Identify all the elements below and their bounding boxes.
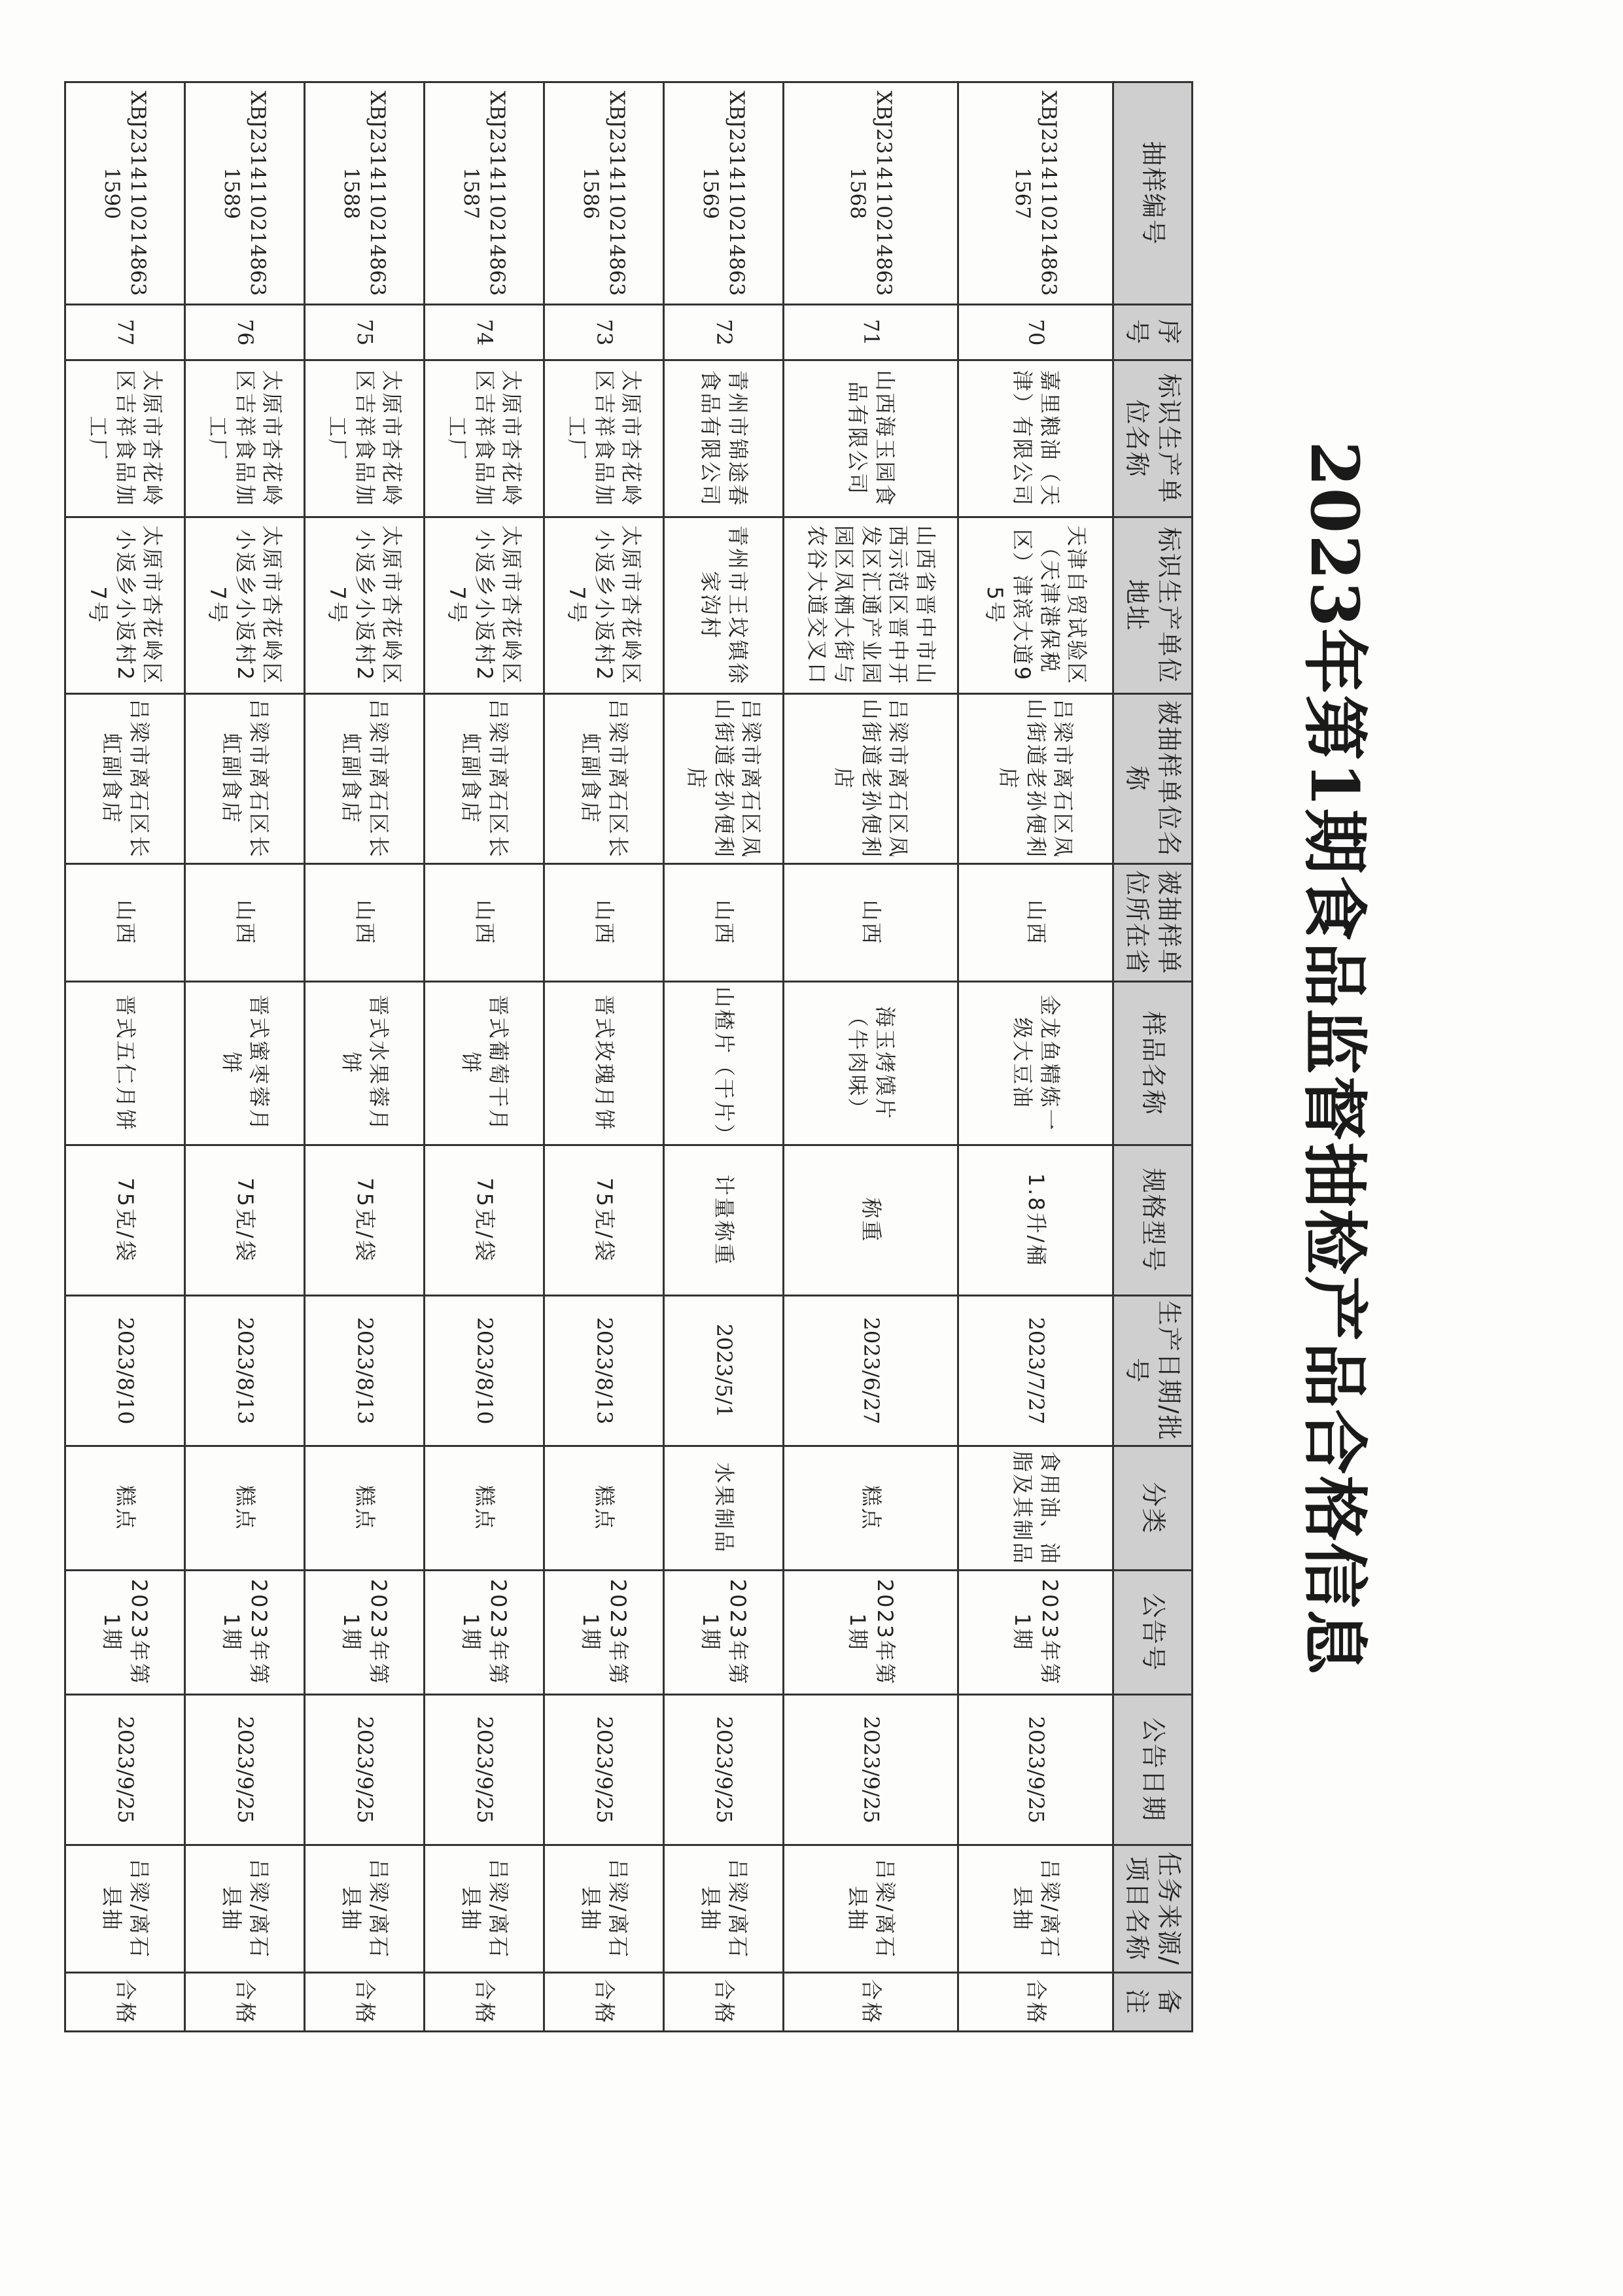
cell-maker-address: 太原市杏花岭区小返乡小返村27号: [185, 517, 305, 694]
cell-task: 吕梁/离石县抽: [664, 1845, 784, 1973]
cell-notice-date: 2023/9/25: [784, 1695, 958, 1845]
cell-remark: 合格: [185, 1973, 305, 2032]
cell-seq: 73: [544, 305, 664, 360]
cell-maker: 太原市杏花岭区吉祥食品加工厂: [305, 360, 425, 517]
cell-product: 晋式玫瑰月饼: [544, 982, 664, 1145]
cell-task: 吕梁/离石县抽: [425, 1845, 544, 1973]
cell-notice-date: 2023/9/25: [65, 1695, 185, 1845]
cell-spec: 75克/袋: [544, 1145, 664, 1296]
cell-category: 食用油、油脂及其制品: [958, 1446, 1113, 1571]
cell-sample-code: XBJ23141102148631568: [784, 82, 958, 305]
cell-prod-date: 2023/8/13: [305, 1296, 425, 1446]
col-header-remark: 备注: [1113, 1973, 1193, 2032]
cell-notice-date: 2023/9/25: [185, 1695, 305, 1845]
col-header-notice-no: 公告号: [1113, 1571, 1193, 1695]
cell-prod-date: 2023/5/1: [664, 1296, 784, 1446]
cell-sample-code: XBJ23141102148631589: [185, 82, 305, 305]
cell-notice-no: 2023年第1期: [185, 1571, 305, 1695]
col-header-product: 样品名称: [1113, 982, 1193, 1145]
header-row: [1113, 82, 1193, 2032]
col-header-maker: 标识生产单位名称: [1113, 360, 1193, 517]
cell-product: 晋式葡萄干月饼: [425, 982, 544, 1145]
cell-province: 山西: [65, 864, 185, 982]
cell-spec: 计量称重: [664, 1145, 784, 1296]
cell-prod-date: 2023/8/10: [425, 1296, 544, 1446]
cell-province: 山西: [784, 864, 958, 982]
cell-prod-date: 2023/6/27: [784, 1296, 958, 1446]
cell-maker: 嘉里粮油（天津）有限公司: [958, 360, 1113, 517]
cell-maker: 太原市杏花岭区吉祥食品加工厂: [185, 360, 305, 517]
cell-province: 山西: [958, 864, 1113, 982]
cell-spec: 75克/袋: [425, 1145, 544, 1296]
table-row: [65, 82, 185, 2032]
cell-sampled-unit: 吕梁市离石区凤山街道老孙便利店: [664, 694, 784, 864]
col-header-sampled-unit: 被抽样单位名称: [1113, 694, 1193, 864]
cell-province: 山西: [425, 864, 544, 982]
cell-sample-code: XBJ23141102148631569: [664, 82, 784, 305]
col-header-maker-address: 标识生产单位地址: [1113, 517, 1193, 694]
cell-sample-code: XBJ23141102148631586: [544, 82, 664, 305]
cell-remark: 合格: [664, 1973, 784, 2032]
cell-product: 金龙鱼精炼一级大豆油: [958, 982, 1113, 1145]
cell-maker-address: 太原市杏花岭区小返乡小返村27号: [305, 517, 425, 694]
cell-seq: 77: [65, 305, 185, 360]
cell-spec: 称重: [784, 1145, 958, 1296]
cell-notice-date: 2023/9/25: [425, 1695, 544, 1845]
table-row: [784, 82, 958, 2032]
cell-province: 山西: [544, 864, 664, 982]
cell-task: 吕梁/离石县抽: [784, 1845, 958, 1973]
cell-product: 山楂片（干片）: [664, 982, 784, 1145]
cell-notice-no: 2023年第1期: [784, 1571, 958, 1695]
cell-product: 海玉烤馍片（牛肉味）: [784, 982, 958, 1145]
table-row: [664, 82, 784, 2032]
cell-sampled-unit: 吕梁市离石区长虹副食店: [425, 694, 544, 864]
cell-sampled-unit: 吕梁市离石区长虹副食店: [185, 694, 305, 864]
cell-product: 晋式五仁月饼: [65, 982, 185, 1145]
cell-spec: 75克/袋: [65, 1145, 185, 1296]
cell-category: 糕点: [185, 1446, 305, 1571]
cell-category: 糕点: [65, 1446, 185, 1571]
cell-notice-no: 2023年第1期: [664, 1571, 784, 1695]
cell-notice-no: 2023年第1期: [544, 1571, 664, 1695]
cell-task: 吕梁/离石县抽: [544, 1845, 664, 1973]
cell-sampled-unit: 吕梁市离石区凤山街道老孙便利店: [958, 694, 1113, 864]
cell-sampled-unit: 吕梁市离石区长虹副食店: [544, 694, 664, 864]
col-header-notice-date: 公告日期: [1113, 1695, 1193, 1845]
cell-sampled-unit: 吕梁市离石区长虹副食店: [65, 694, 185, 864]
cell-category: 糕点: [305, 1446, 425, 1571]
cell-notice-no: 2023年第1期: [305, 1571, 425, 1695]
cell-seq: 71: [784, 305, 958, 360]
col-header-sample-code: 抽样编号: [1113, 82, 1193, 305]
cell-category: 水果制品: [664, 1446, 784, 1571]
results-table: [64, 81, 1193, 2032]
cell-spec: 75克/袋: [185, 1145, 305, 1296]
cell-notice-no: 2023年第1期: [65, 1571, 185, 1695]
col-header-province: 被抽样单位所在省: [1113, 864, 1193, 982]
cell-remark: 合格: [784, 1973, 958, 2032]
cell-sample-code: XBJ23141102148631588: [305, 82, 425, 305]
cell-maker-address: 太原市杏花岭区小返乡小返村27号: [544, 517, 664, 694]
cell-seq: 72: [664, 305, 784, 360]
cell-maker-address: 天津自贸试验区（天津港保税区）津滨大道95号: [958, 517, 1113, 694]
cell-sample-code: XBJ23141102148631567: [958, 82, 1113, 305]
document-sheet: [86, 51, 1413, 2066]
cell-category: 糕点: [425, 1446, 544, 1571]
cell-province: 山西: [305, 864, 425, 982]
cell-maker-address: 太原市杏花岭区小返乡小返村27号: [65, 517, 185, 694]
cell-remark: 合格: [958, 1973, 1113, 2032]
col-header-prod-date: 生产日期/批号: [1113, 1296, 1193, 1446]
cell-spec: 1.8升/桶: [958, 1145, 1113, 1296]
cell-maker: 太原市杏花岭区吉祥食品加工厂: [544, 360, 664, 517]
col-header-spec: 规格型号: [1113, 1145, 1193, 1296]
cell-notice-date: 2023/9/25: [544, 1695, 664, 1845]
cell-province: 山西: [664, 864, 784, 982]
cell-prod-date: 2023/8/13: [544, 1296, 664, 1446]
cell-task: 吕梁/离石县抽: [958, 1845, 1113, 1973]
table-row: [185, 82, 305, 2032]
col-header-task: 任务来源/项目名称: [1113, 1845, 1193, 1973]
cell-sample-code: XBJ23141102148631590: [65, 82, 185, 305]
page-title: 2023年第1期食品监督抽检产品合格信息: [1296, 441, 1373, 1676]
cell-seq: 76: [185, 305, 305, 360]
cell-sampled-unit: 吕梁市离石区长虹副食店: [305, 694, 425, 864]
cell-maker-address: 山西省晋中市山西示范区晋中开发区汇通产业园园区凤栖大街与农谷大道交叉口: [784, 517, 958, 694]
cell-notice-no: 2023年第1期: [958, 1571, 1113, 1695]
cell-seq: 75: [305, 305, 425, 360]
cell-notice-date: 2023/9/25: [664, 1695, 784, 1845]
table-row: [958, 82, 1113, 2032]
cell-remark: 合格: [65, 1973, 185, 2032]
cell-notice-date: 2023/9/25: [305, 1695, 425, 1845]
cell-task: 吕梁/离石县抽: [65, 1845, 185, 1973]
cell-task: 吕梁/离石县抽: [305, 1845, 425, 1973]
col-header-category: 分类: [1113, 1446, 1193, 1571]
table-row: [305, 82, 425, 2032]
cell-province: 山西: [185, 864, 305, 982]
cell-category: 糕点: [784, 1446, 958, 1571]
cell-sample-code: XBJ23141102148631587: [425, 82, 544, 305]
cell-remark: 合格: [305, 1973, 425, 2032]
cell-remark: 合格: [544, 1973, 664, 2032]
cell-remark: 合格: [425, 1973, 544, 2032]
cell-prod-date: 2023/8/10: [65, 1296, 185, 1446]
cell-task: 吕梁/离石县抽: [185, 1845, 305, 1973]
col-header-seq: 序号: [1113, 305, 1193, 360]
cell-maker: 太原市杏花岭区吉祥食品加工厂: [65, 360, 185, 517]
cell-product: 晋式水果蓉月饼: [305, 982, 425, 1145]
cell-maker: 太原市杏花岭区吉祥食品加工厂: [425, 360, 544, 517]
cell-seq: 70: [958, 305, 1113, 360]
cell-maker: 青州市锦途春食品有限公司: [664, 360, 784, 517]
cell-sampled-unit: 吕梁市离石区凤山街道老孙便利店: [784, 694, 958, 864]
cell-product: 晋式蜜枣蓉月饼: [185, 982, 305, 1145]
cell-prod-date: 2023/7/27: [958, 1296, 1113, 1446]
cell-maker: 山西海玉园食品有限公司: [784, 360, 958, 517]
cell-seq: 74: [425, 305, 544, 360]
cell-spec: 75克/袋: [305, 1145, 425, 1296]
cell-maker-address: 青州市王坟镇徐家沟村: [664, 517, 784, 694]
table-row: [425, 82, 544, 2032]
table-row: [544, 82, 664, 2032]
cell-notice-date: 2023/9/25: [958, 1695, 1113, 1845]
cell-prod-date: 2023/8/13: [185, 1296, 305, 1446]
cell-notice-no: 2023年第1期: [425, 1571, 544, 1695]
cell-category: 糕点: [544, 1446, 664, 1571]
cell-maker-address: 太原市杏花岭区小返乡小返村27号: [425, 517, 544, 694]
